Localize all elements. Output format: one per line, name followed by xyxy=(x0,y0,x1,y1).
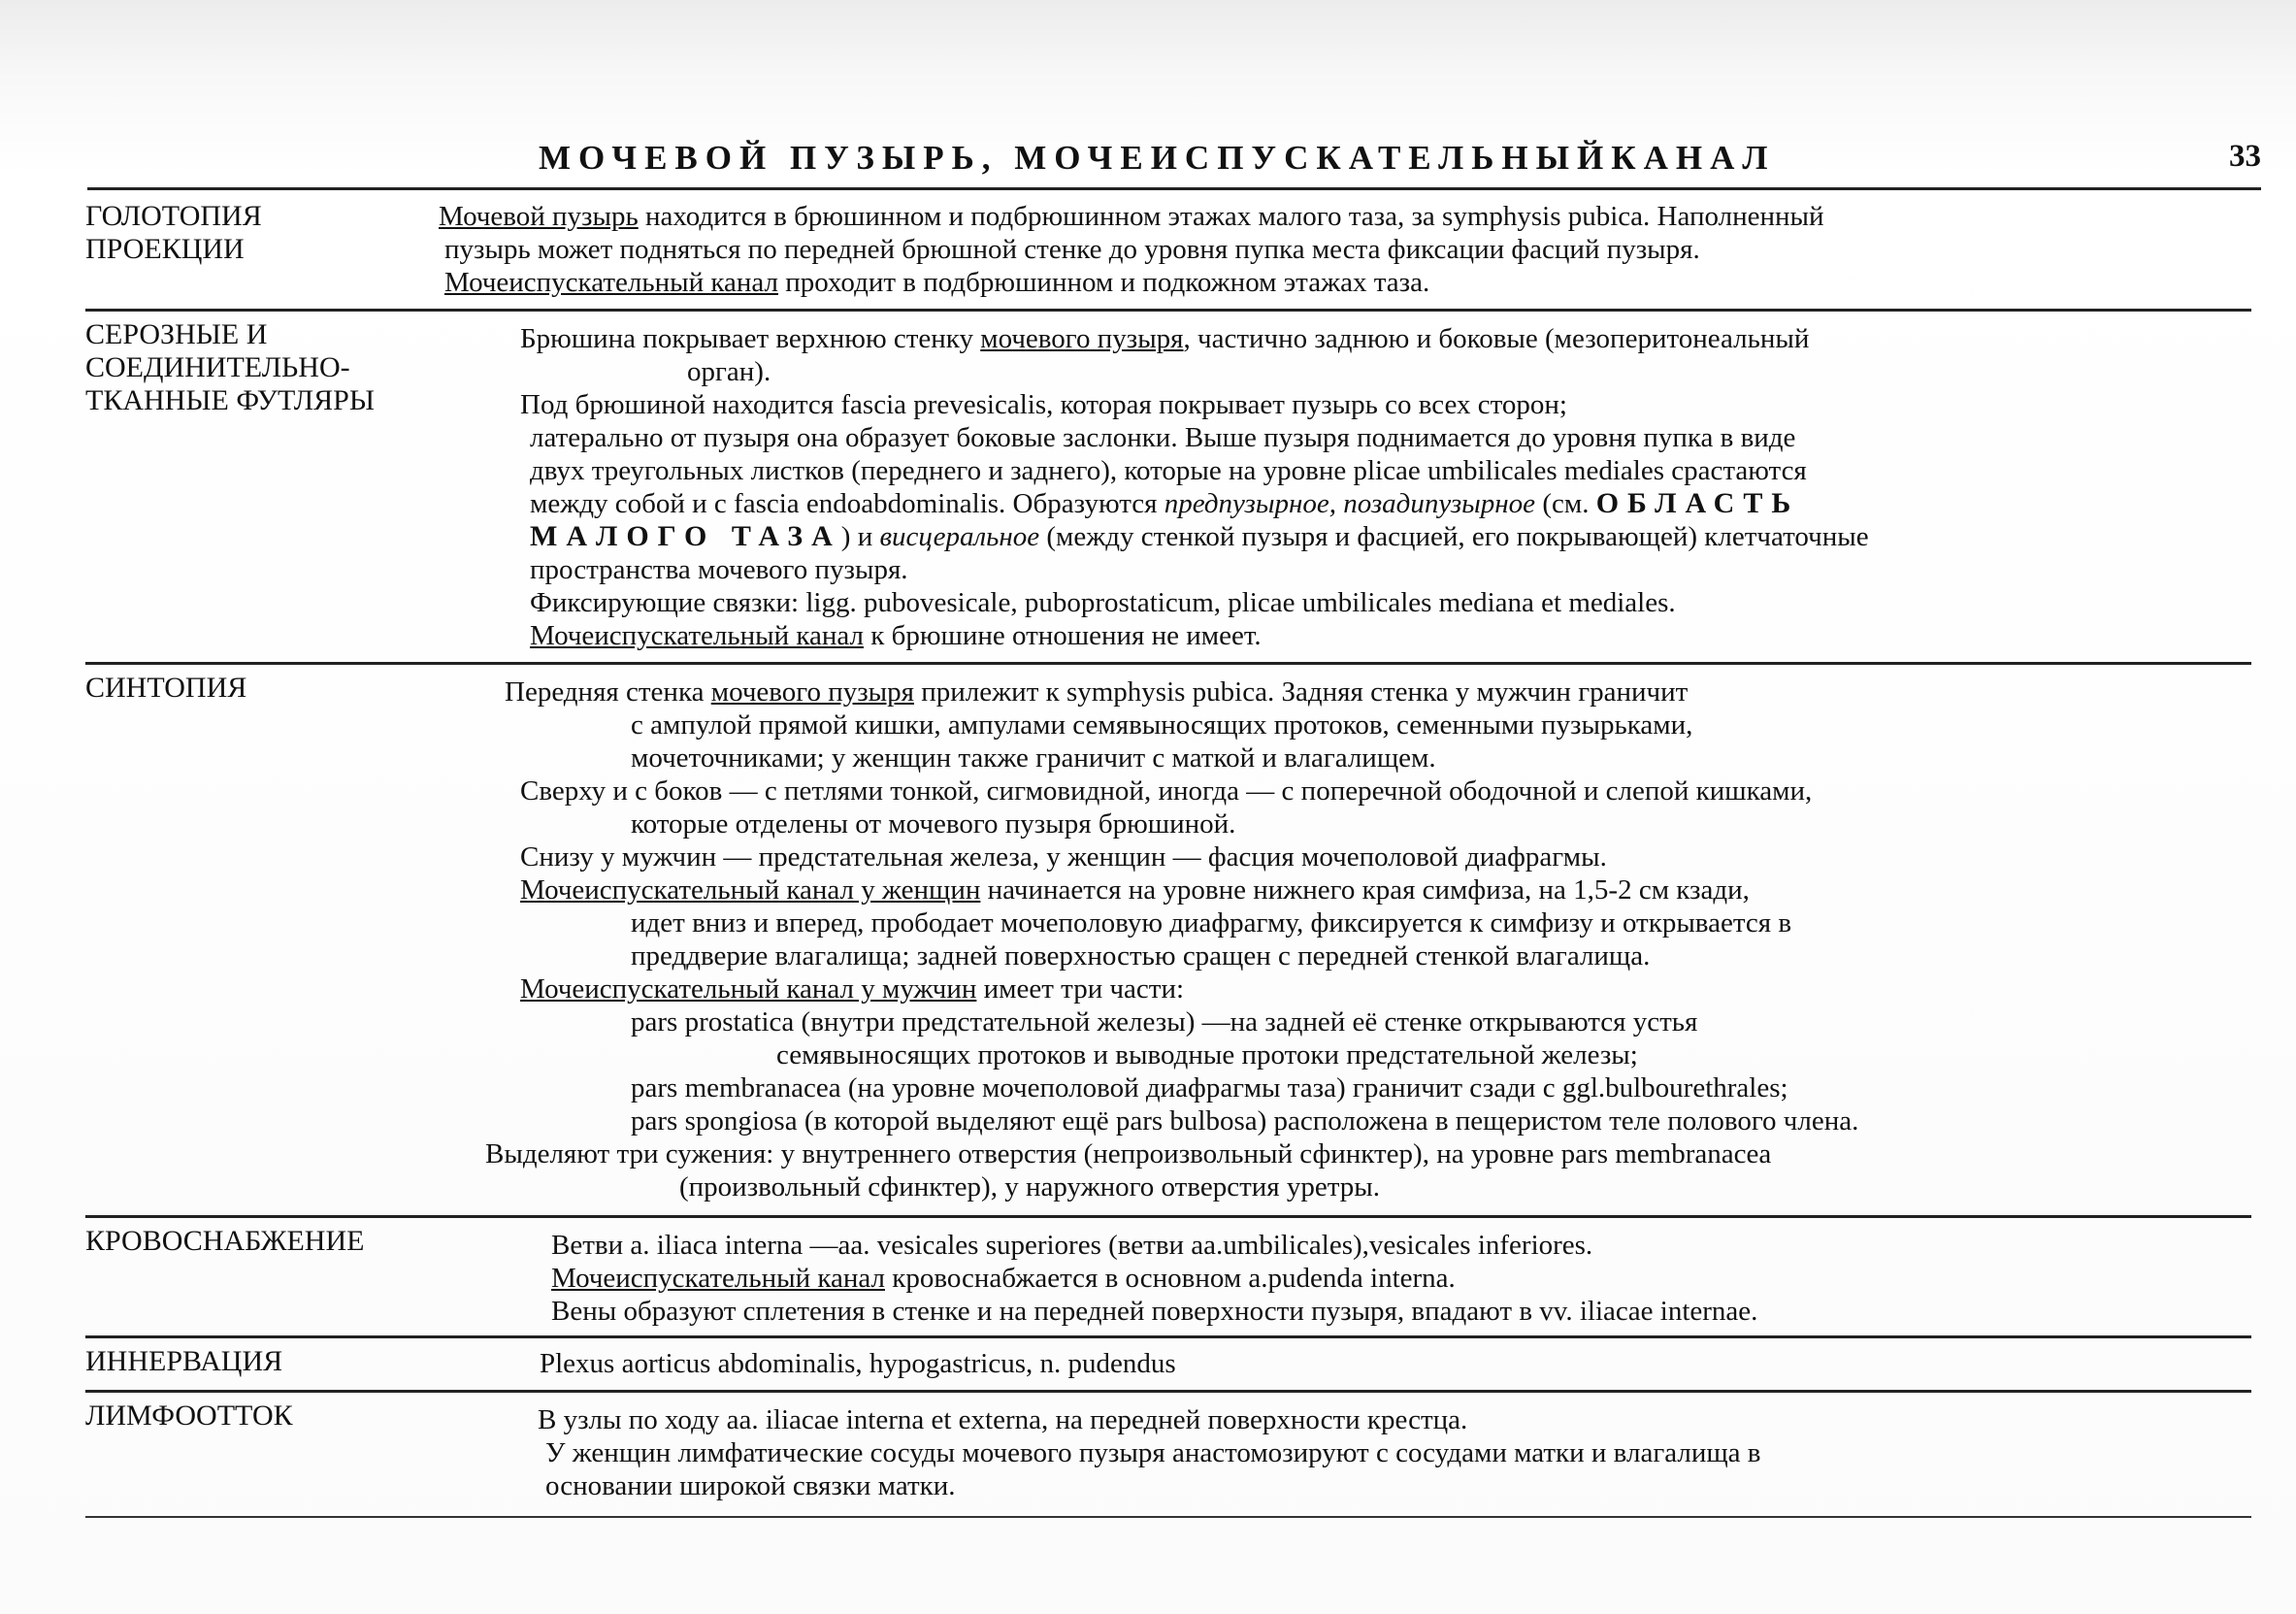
section-label: СЕРОЗНЫЕ И СОЕДИНИТЕЛЬНО- ТКАННЫЕ ФУТЛЯРЫ xyxy=(85,318,376,416)
term-bladder: Мочевой пузырь xyxy=(439,201,639,232)
section-serous xyxy=(85,313,2251,665)
section-label: ИННЕРВАЦИЯ xyxy=(85,1345,283,1377)
section-text: Plexus aorticus abdominalis, hypogastricus, n. pudendus xyxy=(540,1348,1176,1379)
section-syntopia xyxy=(85,666,2251,1218)
section-text: Мочевой пузырь находится в брюшинном и подбрюшинном этажах малого таза, за symphysis pubica. Наполненный пузырь может подняться по передней брюшной стенке до уровня пупка места фиксации фасций пузыря. Мочеиспускательный канал проходит в подбрюшинном и подкожном этажах таза. xyxy=(439,201,1824,298)
section-label: ГОЛОТОПИЯ ПРОЕКЦИИ xyxy=(85,200,262,265)
section-blood-supply xyxy=(85,1219,2251,1338)
page-header xyxy=(87,141,2261,190)
section-label: СИНТОПИЯ xyxy=(85,672,247,704)
section-text: Передняя стенка мочевого пузыря прилежит к symphysis pubica. Задняя стенка у мужчин граничит с ампулой прямой кишки, ампулами семявыносящих протоков, семенными пузырьками, мочеточниками; у женщин также граничит с маткой и влагалищем. Сверху и с боков — с петлями тонкой, сигмовидной, иногда — с поперечной ободочной и слепой кишками, которые отделены от мочевого пузыря брюшиной. Снизу у мужчин — предстательная железа, у женщин — фасция мочеполовой диафрагмы. Мочеиспускательный канал у женщин начинается на уровне нижнего края симфиза, на 1,5-2 см кзади, идет вниз и вперед, прободает мочеполовую диафрагму, фиксируется к симфизу и открывается в преддверие влагалища; задней поверхностью сращен с передней стенкой влагалища. Мочеиспускательный канал у мужчин имеет три части: pars prostatica (внутри предстательной железы) —на задней её стенке открываются устья семявыносящих протоков и выводные протоки предстательной железы; pars membranacea (на уровне мочеполовой диафрагмы таза) граничит сзади с ggl.bulbourethrales; pars spongiosa (в которой выделяют ещё pars bulbosa) расположена в пещеристом теле полового члена. Выделяют три сужения: у внутреннего отверстия (непроизвольный сфинктер), на уровне pars membranacea (произвольный сфинктер), у наружного отверстия уретры. xyxy=(485,676,1859,1202)
term-urethra: Мочеиспускательный канал xyxy=(444,267,778,298)
section-text: Брюшина покрывает верхнюю стенку мочевого пузыря, частично заднюю и боковые (мезоперитонеальный орган). Под брюшиной находится fascia prevesicalis, которая покрывает пузырь со всех сторон; латерально от пузыря она образует боковые заслонки. Выше пузыря поднимается до уровня пупка в виде двух треугольных листков (переднего и заднего), которые на уровне plicae umbilicales mediales срастаются между собой и с fascia endoabdominalis. Образуются предпузырное, позадипузырное (см. ОБЛАСТЬ МАЛОГО ТАЗА) и висцеральное (между стенкой пузыря и фасцией, его покрывающей) клетчаточные пространства мочевого пузыря. Фиксирующие связки: ligg. pubovesicale, puboprostaticum, plicae umbilicales mediana et mediales. Мочеиспускательный канал к брюшине отношения не имеет. xyxy=(520,323,1869,651)
section-text: В узлы по ходу aa. iliacae interna et externa, на передней поверхности крестца. У женщин лимфатические сосуды мочевого пузыря анастомозируют с сосудами матки и влагалища в основании широкой связки матки. xyxy=(538,1404,1761,1501)
section-text: Ветви a. iliaca interna —aa. vesicales superiores (ветви aa.umbilicales),vesicales inferiores. Мочеиспускательный канал кровоснабжается в основном a.pudenda interna. Вены образуют сплетения в стенке и на передней поверхности пузыря, впадают в vv. iliacae internae. xyxy=(551,1230,1758,1327)
section-label: ЛИМФООТТОК xyxy=(85,1400,293,1432)
page-title: МОЧЕВОЙ ПУЗЫРЬ, МОЧЕИСПУСКАТЕЛЬНЫЙКАНАЛ xyxy=(539,139,1776,177)
section-golotopia xyxy=(85,194,2251,312)
section-lymph xyxy=(85,1394,2251,1518)
page-number: 33 xyxy=(2229,139,2261,174)
section-label: КРОВОСНАБЖЕНИЕ xyxy=(85,1225,365,1257)
section-innervation xyxy=(85,1339,2251,1393)
